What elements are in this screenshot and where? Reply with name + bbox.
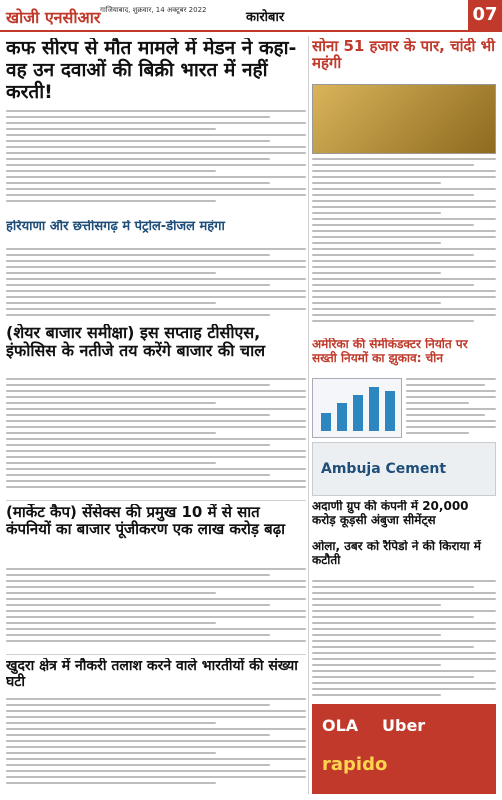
body-placeholder bbox=[6, 698, 306, 794]
story-tcs-infosys bbox=[6, 324, 306, 374]
page-number: 07 bbox=[468, 0, 502, 30]
ad-ola: OLA bbox=[322, 716, 359, 735]
story-adani-ambuja bbox=[312, 500, 496, 536]
body-placeholder bbox=[6, 568, 306, 650]
story-gold-silver bbox=[312, 38, 496, 82]
ambuja-cement-ad bbox=[312, 442, 496, 496]
story-unemployment bbox=[6, 658, 306, 694]
paper-name: खोजी एनसीआर bbox=[6, 8, 101, 27]
ad-brand: Ambuja Cement bbox=[321, 461, 447, 477]
story-petrol-diesel bbox=[6, 220, 306, 244]
headline: अदाणी ग्रुप की कंपनी में 20,000 करोड़ कूड़सी अंबुजा सीमेंट्स bbox=[312, 500, 469, 527]
body-placeholder bbox=[312, 158, 496, 334]
headline: हरियाणा और छत्तीसगढ़ में पेट्रोल-डीजल महंगा bbox=[6, 220, 225, 234]
section-title: कारोबार bbox=[246, 10, 285, 25]
body-placeholder bbox=[6, 110, 306, 220]
ad-uber: Uber bbox=[382, 716, 426, 735]
gold-bars-photo bbox=[312, 84, 496, 154]
headline: (शेयर बाजार समीक्षा) इस सप्ताह टीसीएस, इंफोसिस के नतीजे तय करेंगे बाजार की चाल bbox=[6, 324, 266, 361]
headline: खुदरा क्षेत्र में नौकरी तलाश करने वाले भारतीयों की संख्या घटी bbox=[6, 658, 298, 691]
body-placeholder bbox=[406, 378, 496, 438]
headline: ओला, उबर को रैपिडो ने की किराया में कटौती bbox=[312, 540, 481, 567]
headline: कफ सीरप से मौत मामले में मेडन ने कहा- वह उन दवाओं की बिक्री भारत में नहीं करती! bbox=[6, 38, 297, 103]
headline: सोना 51 हजार के पार, चांदी भी महंगी bbox=[312, 38, 496, 73]
story-cough-syrup bbox=[6, 38, 306, 108]
headline: (मार्केट कैप) सेंसेक्स की प्रमुख 10 में से सात कंपनियों का बाजार पूंजीकरण एक लाख करोड़ बढ़ा bbox=[6, 504, 286, 539]
date-line: गाजियाबाद, शुक्रवार, 14 अक्टूबर 2022 bbox=[100, 6, 207, 14]
ad-rapido: rapido bbox=[322, 754, 388, 775]
body-placeholder bbox=[6, 378, 306, 496]
story-sensex-top10 bbox=[6, 504, 306, 564]
masthead bbox=[0, 0, 502, 32]
body-placeholder bbox=[6, 248, 306, 320]
ride-hailing-ad bbox=[312, 704, 496, 794]
story-ola-uber bbox=[312, 540, 496, 576]
story-semiconductor bbox=[312, 338, 496, 374]
headline: अमेरिका की सेमीकंडक्टर निर्यात पर सख्ती नियमों का झुकाव: चीन bbox=[312, 338, 468, 365]
chart-placeholder bbox=[312, 378, 402, 438]
body-placeholder bbox=[312, 580, 496, 700]
